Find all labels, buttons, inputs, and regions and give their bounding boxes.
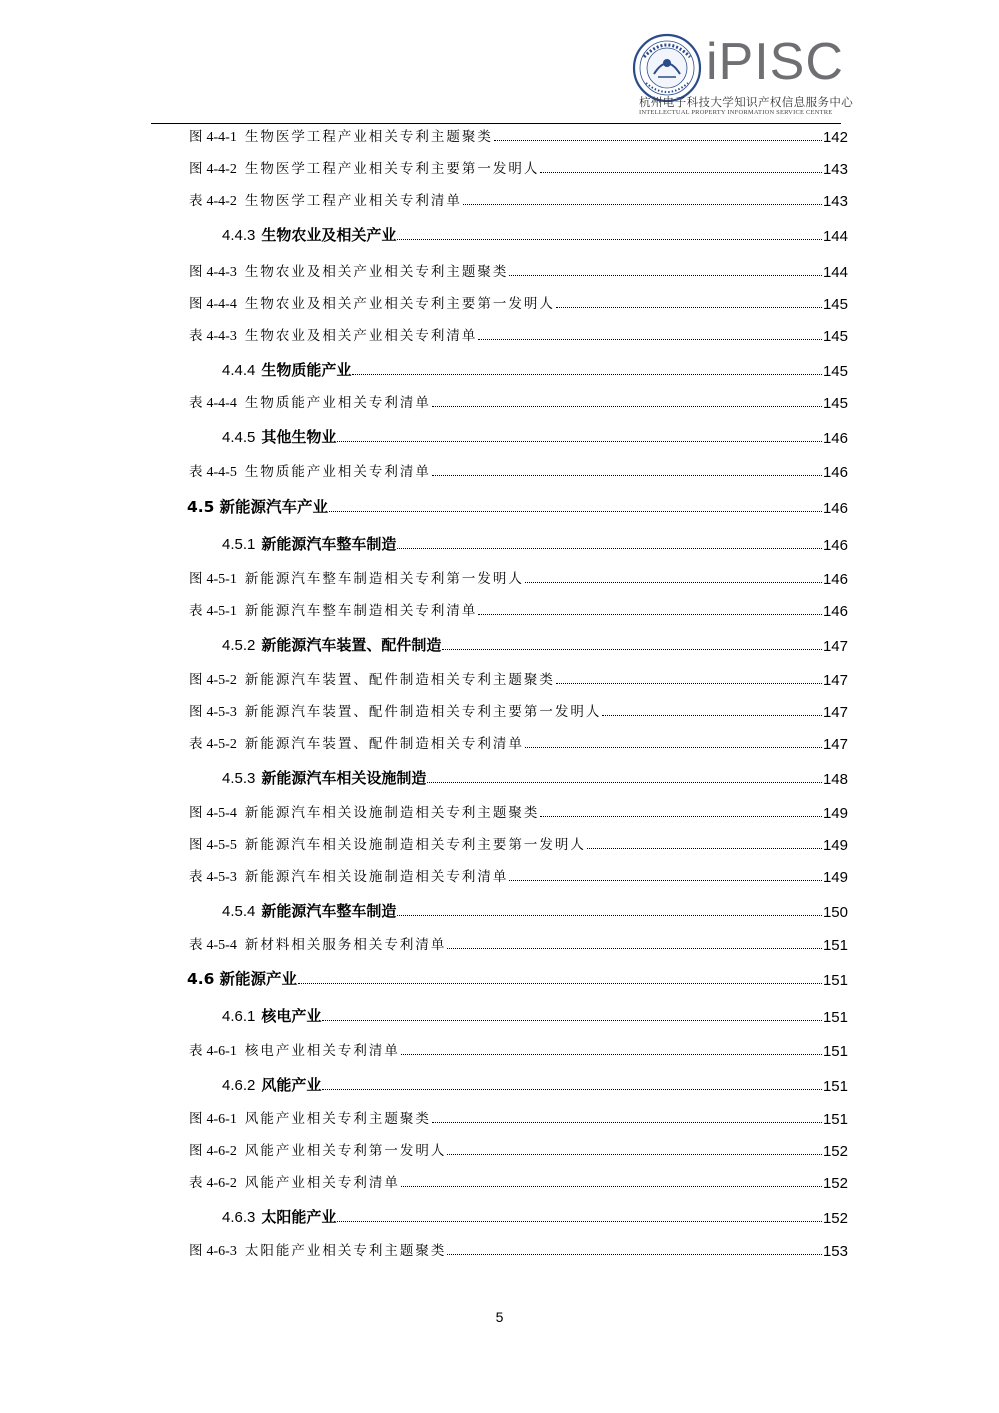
- toc-entry-label: [222, 224, 396, 245]
- dot-leader: [298, 983, 822, 984]
- toc-entry-title: 太阳能产业: [261, 1208, 337, 1226]
- toc-entry[interactable]: [189, 566, 848, 588]
- toc-entry-page: 144: [822, 264, 848, 281]
- toc-entry-number: 4-5-1: [206, 572, 237, 587]
- toc-entry-number: 4-4-5: [206, 465, 237, 480]
- toc-entry-prefix: 表: [189, 395, 205, 411]
- toc-entry-label: [189, 732, 524, 753]
- toc-entry-title: 新能源汽车整车制造相关专利清单: [244, 603, 478, 619]
- toc-entry-number: 4-6-2: [206, 1144, 237, 1159]
- brand-logo-text: iPISC: [706, 33, 844, 91]
- toc-entry[interactable]: [189, 699, 848, 721]
- toc-entry[interactable]: [222, 633, 848, 655]
- toc-entry[interactable]: [189, 598, 848, 620]
- toc-entry-page: 146: [822, 603, 848, 620]
- dot-leader: [397, 548, 822, 549]
- toc-entry-number: 4.6.2: [222, 1077, 256, 1094]
- toc-entry-prefix: 图: [189, 1111, 205, 1127]
- toc-entry-label: [189, 865, 508, 886]
- dot-leader: [494, 140, 822, 141]
- toc-entry-number: 4-4-3: [206, 329, 237, 344]
- toc-entry-number: 4-6-2: [206, 1176, 237, 1191]
- dot-leader: [447, 1154, 822, 1155]
- toc-entry-number: 4-4-4: [206, 396, 237, 411]
- toc-entry-label: [222, 359, 351, 380]
- toc-entry-number: 4-5-4: [206, 806, 237, 821]
- toc-entry[interactable]: [189, 1138, 848, 1160]
- university-seal-icon: [632, 33, 702, 103]
- toc-entry-prefix: 表: [189, 736, 205, 752]
- toc-entry-page: 150: [822, 904, 848, 921]
- toc-entry-title: 新能源汽车装置、配件制造相关专利清单: [244, 736, 524, 752]
- toc-entry-label: [189, 324, 477, 345]
- toc-entry-label: [189, 189, 462, 210]
- dot-leader: [509, 880, 822, 881]
- toc-entry-label: [189, 292, 555, 313]
- toc-entry-title: 新能源汽车相关设施制造相关专利主要第一发明人: [244, 837, 586, 853]
- toc-entry[interactable]: [189, 932, 848, 954]
- toc-entry-page: 148: [822, 771, 848, 788]
- toc-entry-label: [222, 533, 396, 554]
- toc-entry-number: 4.5.3: [222, 770, 256, 787]
- toc-entry-title: 生物农业及相关产业相关专利清单: [244, 328, 478, 344]
- dot-leader: [401, 1186, 822, 1187]
- toc-entry-label: [189, 1107, 431, 1128]
- dot-leader: [427, 782, 822, 783]
- dot-leader: [540, 172, 822, 173]
- toc-entry-title: 新能源汽车整车制造相关专利第一发明人: [244, 571, 524, 587]
- toc-entry[interactable]: [189, 731, 848, 753]
- toc-entry-number: 4.4.5: [222, 429, 256, 446]
- toc-entry-title: 生物农业及相关产业相关专利主要第一发明人: [244, 296, 555, 312]
- toc-entry[interactable]: [222, 223, 848, 245]
- toc-entry-label: [222, 1005, 321, 1026]
- toc-entry-title: 新材料相关服务相关专利清单: [244, 937, 447, 953]
- dot-leader: [525, 582, 822, 583]
- toc-entry-page: 152: [822, 1143, 848, 1160]
- dot-leader: [337, 1221, 822, 1222]
- toc-entry-number: 4-4-1: [206, 130, 237, 145]
- toc-entry-page: 142: [822, 129, 848, 146]
- toc-entry-page: 146: [822, 464, 848, 481]
- toc-entry-page: 143: [822, 161, 848, 178]
- toc-entry-label: [189, 1171, 400, 1192]
- toc-entry[interactable]: [189, 188, 848, 210]
- toc-entry-number: 4.5.2: [222, 637, 256, 654]
- org-name-english: INTELLECTUAL PROPERTY INFORMATION SERVICE CENTRE: [639, 109, 833, 116]
- toc-entry-number: 4.4.4: [222, 362, 256, 379]
- toc-entry-number: 4-4-2: [206, 194, 237, 209]
- dot-leader: [401, 1054, 822, 1055]
- toc-entry-title: 新能源汽车相关设施制造相关专利清单: [244, 869, 509, 885]
- dot-leader: [329, 511, 822, 512]
- toc-entry-label: [189, 1139, 446, 1160]
- dot-leader: [525, 747, 822, 748]
- toc-entry-number: 4-4-2: [206, 162, 237, 177]
- toc-entry-title: 生物医学工程产业相关专利主要第一发明人: [244, 161, 540, 177]
- toc-entry-label: [222, 900, 396, 921]
- toc-entry[interactable]: [189, 1170, 848, 1192]
- toc-entry-prefix: 图: [189, 571, 205, 587]
- toc-entry[interactable]: [189, 124, 848, 146]
- toc-entry-label: [189, 391, 431, 412]
- toc-entry-title: 新能源汽车装置、配件制造相关专利主题聚类: [244, 672, 555, 688]
- toc-entry-number: 4.6.1: [222, 1008, 256, 1025]
- toc-entry-number: 4-4-4: [206, 297, 237, 312]
- toc-entry-page: 147: [822, 736, 848, 753]
- toc-entry-title: 新能源汽车相关设施制造相关专利主题聚类: [244, 805, 540, 821]
- toc-entry-page: 146: [822, 571, 848, 588]
- toc-entry-page: 152: [822, 1210, 848, 1227]
- dot-leader: [322, 1089, 822, 1090]
- toc-entry-title: 核电产业: [261, 1007, 322, 1025]
- toc-entry-title: 生物质能产业相关专利清单: [244, 464, 431, 480]
- toc-entry[interactable]: [189, 156, 848, 178]
- toc-entry-prefix: 图: [189, 129, 205, 145]
- toc-entry[interactable]: [222, 1205, 848, 1227]
- toc-entry[interactable]: [187, 967, 848, 989]
- dot-leader: [432, 1122, 822, 1123]
- toc-entry[interactable]: [222, 1004, 848, 1026]
- toc-entry-page: 149: [822, 837, 848, 854]
- toc-entry-page: 145: [822, 296, 848, 313]
- toc-entry-title: 生物农业及相关产业相关专利主题聚类: [244, 264, 509, 280]
- toc-entry-page: 151: [822, 1009, 848, 1026]
- toc-entry[interactable]: [222, 899, 848, 921]
- toc-entry-title: 新能源汽车装置、配件制造: [261, 636, 442, 654]
- dot-leader: [322, 1020, 822, 1021]
- dot-leader: [337, 441, 822, 442]
- toc-entry-prefix: 表: [189, 1043, 205, 1059]
- toc-entry[interactable]: [189, 291, 848, 313]
- toc-entry-label: [187, 967, 297, 989]
- toc-entry-number: 4-5-1: [206, 604, 237, 619]
- toc-entry-label: [189, 833, 586, 854]
- toc-entry-label: [222, 1206, 336, 1227]
- dot-leader: [509, 275, 822, 276]
- dot-leader: [352, 374, 822, 375]
- toc-entry-title: 生物医学工程产业相关专利清单: [244, 193, 462, 209]
- toc-entry-label: [189, 1239, 446, 1260]
- dot-leader: [556, 683, 822, 684]
- toc-entry-prefix: 表: [189, 937, 205, 953]
- toc-entry[interactable]: [189, 1038, 848, 1060]
- toc-entry-page: 149: [822, 869, 848, 886]
- toc-entry[interactable]: [222, 425, 848, 447]
- toc-entry-title: 生物农业及相关产业: [261, 226, 397, 244]
- dot-leader: [540, 816, 822, 817]
- toc-entry-page: 151: [822, 1078, 848, 1095]
- toc-entry-page: 151: [822, 1043, 848, 1060]
- dot-leader: [447, 1254, 822, 1255]
- toc-entry[interactable]: [189, 800, 848, 822]
- toc-entry-title: 风能产业相关专利第一发明人: [244, 1143, 447, 1159]
- toc-entry-prefix: 表: [189, 869, 205, 885]
- toc-entry-number: 4-4-3: [206, 265, 237, 280]
- toc-entry[interactable]: [222, 766, 848, 788]
- dot-leader: [478, 339, 822, 340]
- toc-entry[interactable]: [189, 390, 848, 412]
- page-header: [0, 0, 999, 126]
- toc-entry-page: 147: [822, 672, 848, 689]
- toc-entry-label: [222, 634, 441, 655]
- toc-entry-number: 4-6-1: [206, 1044, 237, 1059]
- toc-entry-number: 4.5.1: [222, 536, 256, 553]
- toc-entry-label: [189, 157, 539, 178]
- toc-entry-prefix: 图: [189, 1143, 205, 1159]
- toc-entry-title: 新能源汽车整车制造: [261, 902, 397, 920]
- toc-entry-title: 新能源汽车相关设施制造: [261, 769, 427, 787]
- toc-entry-page: 144: [822, 228, 848, 245]
- toc-entry-page: 145: [822, 363, 848, 380]
- toc-entry-page: 146: [822, 537, 848, 554]
- toc-entry-prefix: 图: [189, 704, 205, 720]
- toc-entry-prefix: 表: [189, 603, 205, 619]
- toc-entry-label: [189, 599, 477, 620]
- toc-entry-page: 147: [822, 638, 848, 655]
- toc-entry[interactable]: [187, 495, 848, 517]
- org-name-chinese: 杭州电子科技大学知识产权信息服务中心: [639, 95, 854, 109]
- toc-entry-label: [222, 767, 426, 788]
- dot-leader: [432, 475, 822, 476]
- toc-entry-page: 151: [822, 937, 848, 954]
- toc-entry[interactable]: [189, 259, 848, 281]
- toc-entry-prefix: 表: [189, 464, 205, 480]
- toc-entry-title: 新能源产业: [219, 970, 297, 988]
- toc-entry-page: 149: [822, 805, 848, 822]
- toc-entry-number: 4.5: [187, 498, 215, 516]
- toc-entry[interactable]: [189, 667, 848, 689]
- toc-entry-number: 4-5-4: [206, 938, 237, 953]
- toc-entry-prefix: 图: [189, 264, 205, 280]
- toc-entry-page: 146: [822, 430, 848, 447]
- toc-entry-prefix: 图: [189, 296, 205, 312]
- toc-entry[interactable]: [189, 323, 848, 345]
- toc-entry-title: 生物质能产业相关专利清单: [244, 395, 431, 411]
- toc-entry-page: 147: [822, 704, 848, 721]
- toc-entry-page: 152: [822, 1175, 848, 1192]
- toc-entry-number: 4.4.3: [222, 227, 256, 244]
- dot-leader: [397, 915, 822, 916]
- toc-entry-prefix: 图: [189, 837, 205, 853]
- dot-leader: [432, 406, 822, 407]
- toc-entry-title: 风能产业: [261, 1076, 322, 1094]
- toc-entry-label: [222, 1074, 321, 1095]
- toc-entry-label: [189, 260, 508, 281]
- toc-entry-number: 4-5-2: [206, 673, 237, 688]
- toc-entry-title: 风能产业相关专利主题聚类: [244, 1111, 431, 1127]
- toc-entry[interactable]: [222, 532, 848, 554]
- page-number: 5: [495, 1309, 504, 1325]
- dot-leader: [478, 614, 822, 615]
- toc-entry-title: 生物医学工程产业相关专利主题聚类: [244, 129, 493, 145]
- toc-entry-prefix: 图: [189, 161, 205, 177]
- toc-entry[interactable]: [222, 1073, 848, 1095]
- toc-entry[interactable]: [189, 1238, 848, 1260]
- dot-leader: [397, 239, 822, 240]
- dot-leader: [602, 715, 822, 716]
- toc-entry-label: [189, 125, 493, 146]
- toc-entry-number: 4-6-1: [206, 1112, 237, 1127]
- toc-entry-page: 145: [822, 328, 848, 345]
- dot-leader: [587, 848, 822, 849]
- dot-leader: [447, 948, 822, 949]
- toc-entry-prefix: 表: [189, 328, 205, 344]
- toc-entry-number: 4-5-2: [206, 737, 237, 752]
- toc-entry-page: 143: [822, 193, 848, 210]
- toc-entry-number: 4.5.4: [222, 903, 256, 920]
- dot-leader: [556, 307, 822, 308]
- toc-entry-title: 生物质能产业: [261, 361, 352, 379]
- toc-entry[interactable]: [189, 864, 848, 886]
- toc-entry-title: 风能产业相关专利清单: [244, 1175, 400, 1191]
- toc-entry-label: [189, 668, 555, 689]
- toc-entry-page: 146: [822, 500, 848, 517]
- toc-entry-title: 其他生物业: [261, 428, 337, 446]
- toc-entry-number: 4.6: [187, 970, 215, 988]
- toc-entry-title: 新能源汽车产业: [219, 498, 328, 516]
- toc-entry-title: 核电产业相关专利清单: [244, 1043, 400, 1059]
- toc-entry-number: 4.6.3: [222, 1209, 256, 1226]
- toc-entry-label: [187, 495, 328, 517]
- toc-entry-prefix: 图: [189, 1243, 205, 1259]
- toc-entry[interactable]: [189, 459, 848, 481]
- toc-entry-label: [189, 801, 539, 822]
- toc-entry-label: [189, 460, 431, 481]
- toc-entry-page: 151: [822, 1111, 848, 1128]
- toc-entry-prefix: 表: [189, 193, 205, 209]
- toc-entry-prefix: 图: [189, 672, 205, 688]
- toc-entry-page: 153: [822, 1243, 848, 1260]
- toc-entry-label: [189, 567, 524, 588]
- toc-entry-number: 4-5-3: [206, 870, 237, 885]
- toc-entry[interactable]: [222, 358, 848, 380]
- toc-entry[interactable]: [189, 832, 848, 854]
- toc-entry-label: [189, 700, 601, 721]
- dot-leader: [463, 204, 822, 205]
- toc-entry-title: 新能源汽车装置、配件制造相关专利主要第一发明人: [244, 704, 602, 720]
- toc-entry-label: [222, 426, 336, 447]
- toc-entry-label: [189, 1039, 400, 1060]
- toc-entry-title: 新能源汽车整车制造: [261, 535, 397, 553]
- toc-entry-number: 4-6-3: [206, 1244, 237, 1259]
- dot-leader: [442, 649, 822, 650]
- toc-entry-number: 4-5-3: [206, 705, 237, 720]
- toc-entry-prefix: 图: [189, 805, 205, 821]
- toc-entry-title: 太阳能产业相关专利主题聚类: [244, 1243, 447, 1259]
- toc-entry-page: 151: [822, 972, 848, 989]
- toc-entry-label: [189, 933, 446, 954]
- toc-entry-prefix: 表: [189, 1175, 205, 1191]
- toc-entry[interactable]: [189, 1106, 848, 1128]
- toc-entry-number: 4-5-5: [206, 838, 237, 853]
- toc-entry-page: 145: [822, 395, 848, 412]
